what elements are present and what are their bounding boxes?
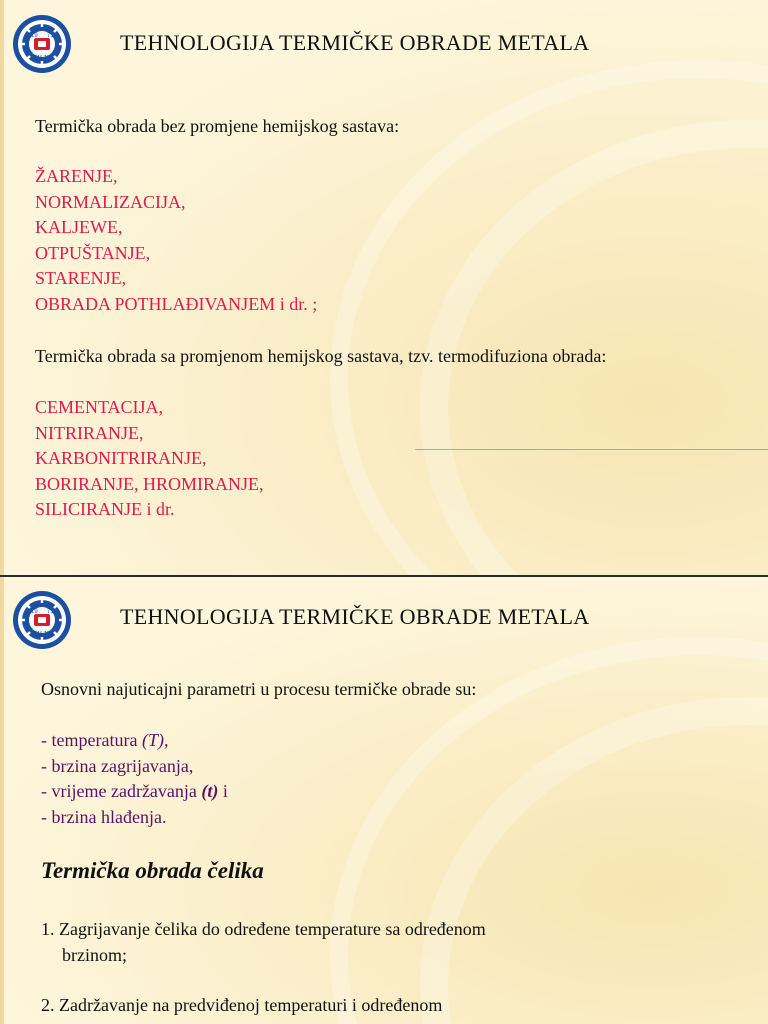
list-item: NITRIRANJE, — [35, 422, 144, 443]
svg-text:19: 19 — [31, 33, 38, 39]
intro-composition-change: Termička obrada sa promjenom hemijskog sastava, tzv. termodifuziona obrada: — [35, 346, 607, 366]
svg-text:19: 19 — [31, 609, 38, 615]
institution-logo — [12, 14, 72, 74]
slide-2 — [0, 577, 768, 1024]
svg-text:71: 71 — [47, 33, 54, 39]
list-item: KALJEWE, — [35, 217, 123, 237]
treatment-list-2 — [35, 395, 264, 523]
svg-text:ŠPM ZAŠ: ŠPM ZAŠ — [31, 631, 53, 637]
slide-title: TEHNOLOGIJA TERMIČKE OBRADE METALA — [120, 30, 590, 55]
list-item: OBRADA POTHLAĐIVANJEM i dr. ; — [35, 293, 318, 314]
list-item: - brzina hlađenja. — [41, 806, 167, 827]
section-heading: Termička obrada čelika — [41, 858, 264, 883]
intro-no-composition-change: Termička obrada bez promjene hemijskog sastava: — [35, 116, 400, 136]
list-item: STARENJE, — [35, 268, 127, 288]
list-item: BORIRANJE, HROMIRANJE, — [35, 473, 264, 494]
list-item: CEMENTACIJA, — [35, 397, 164, 417]
list-item: - brzina zagrijavanja, — [41, 755, 194, 776]
list-item: KARBONITRIRANJE, — [35, 448, 207, 468]
symbol: (t) — [201, 781, 219, 801]
step-1-line-1: 1. Zagrijavanje čelika do određene temperature sa određenom — [41, 919, 486, 939]
slide-title: TEHNOLOGIJA TERMIČKE OBRADE METALA — [120, 604, 590, 629]
list-item: - temperatura (T), — [41, 730, 169, 750]
accent-line — [415, 449, 768, 450]
list-item: NORMALIZACIJA, — [35, 191, 186, 212]
svg-text:71: 71 — [47, 609, 54, 615]
treatment-list-1 — [35, 164, 317, 317]
step-2-line-1: 2. Zadržavanje na predviđenoj temperaturi i određenom — [41, 995, 443, 1015]
step-1-line-2: brzinom; — [62, 945, 127, 965]
list-item: OTPUŠTANJE, — [35, 242, 151, 263]
list-item: SILICIRANJE i dr. — [35, 499, 175, 519]
institution-logo — [12, 590, 72, 650]
svg-text:ŠPM ZAŠ: ŠPM ZAŠ — [31, 55, 53, 61]
slide-edge — [0, 577, 4, 1024]
slide-edge — [0, 0, 4, 575]
parameters-intro: Osnovni najuticajni parametri u procesu termičke obrade su: — [41, 679, 477, 699]
list-item: ŽARENJE, — [35, 166, 118, 186]
symbol: (T), — [141, 730, 169, 750]
list-item: - vrijeme zadržavanja (t) i — [41, 781, 228, 801]
parameters-list — [41, 728, 228, 830]
